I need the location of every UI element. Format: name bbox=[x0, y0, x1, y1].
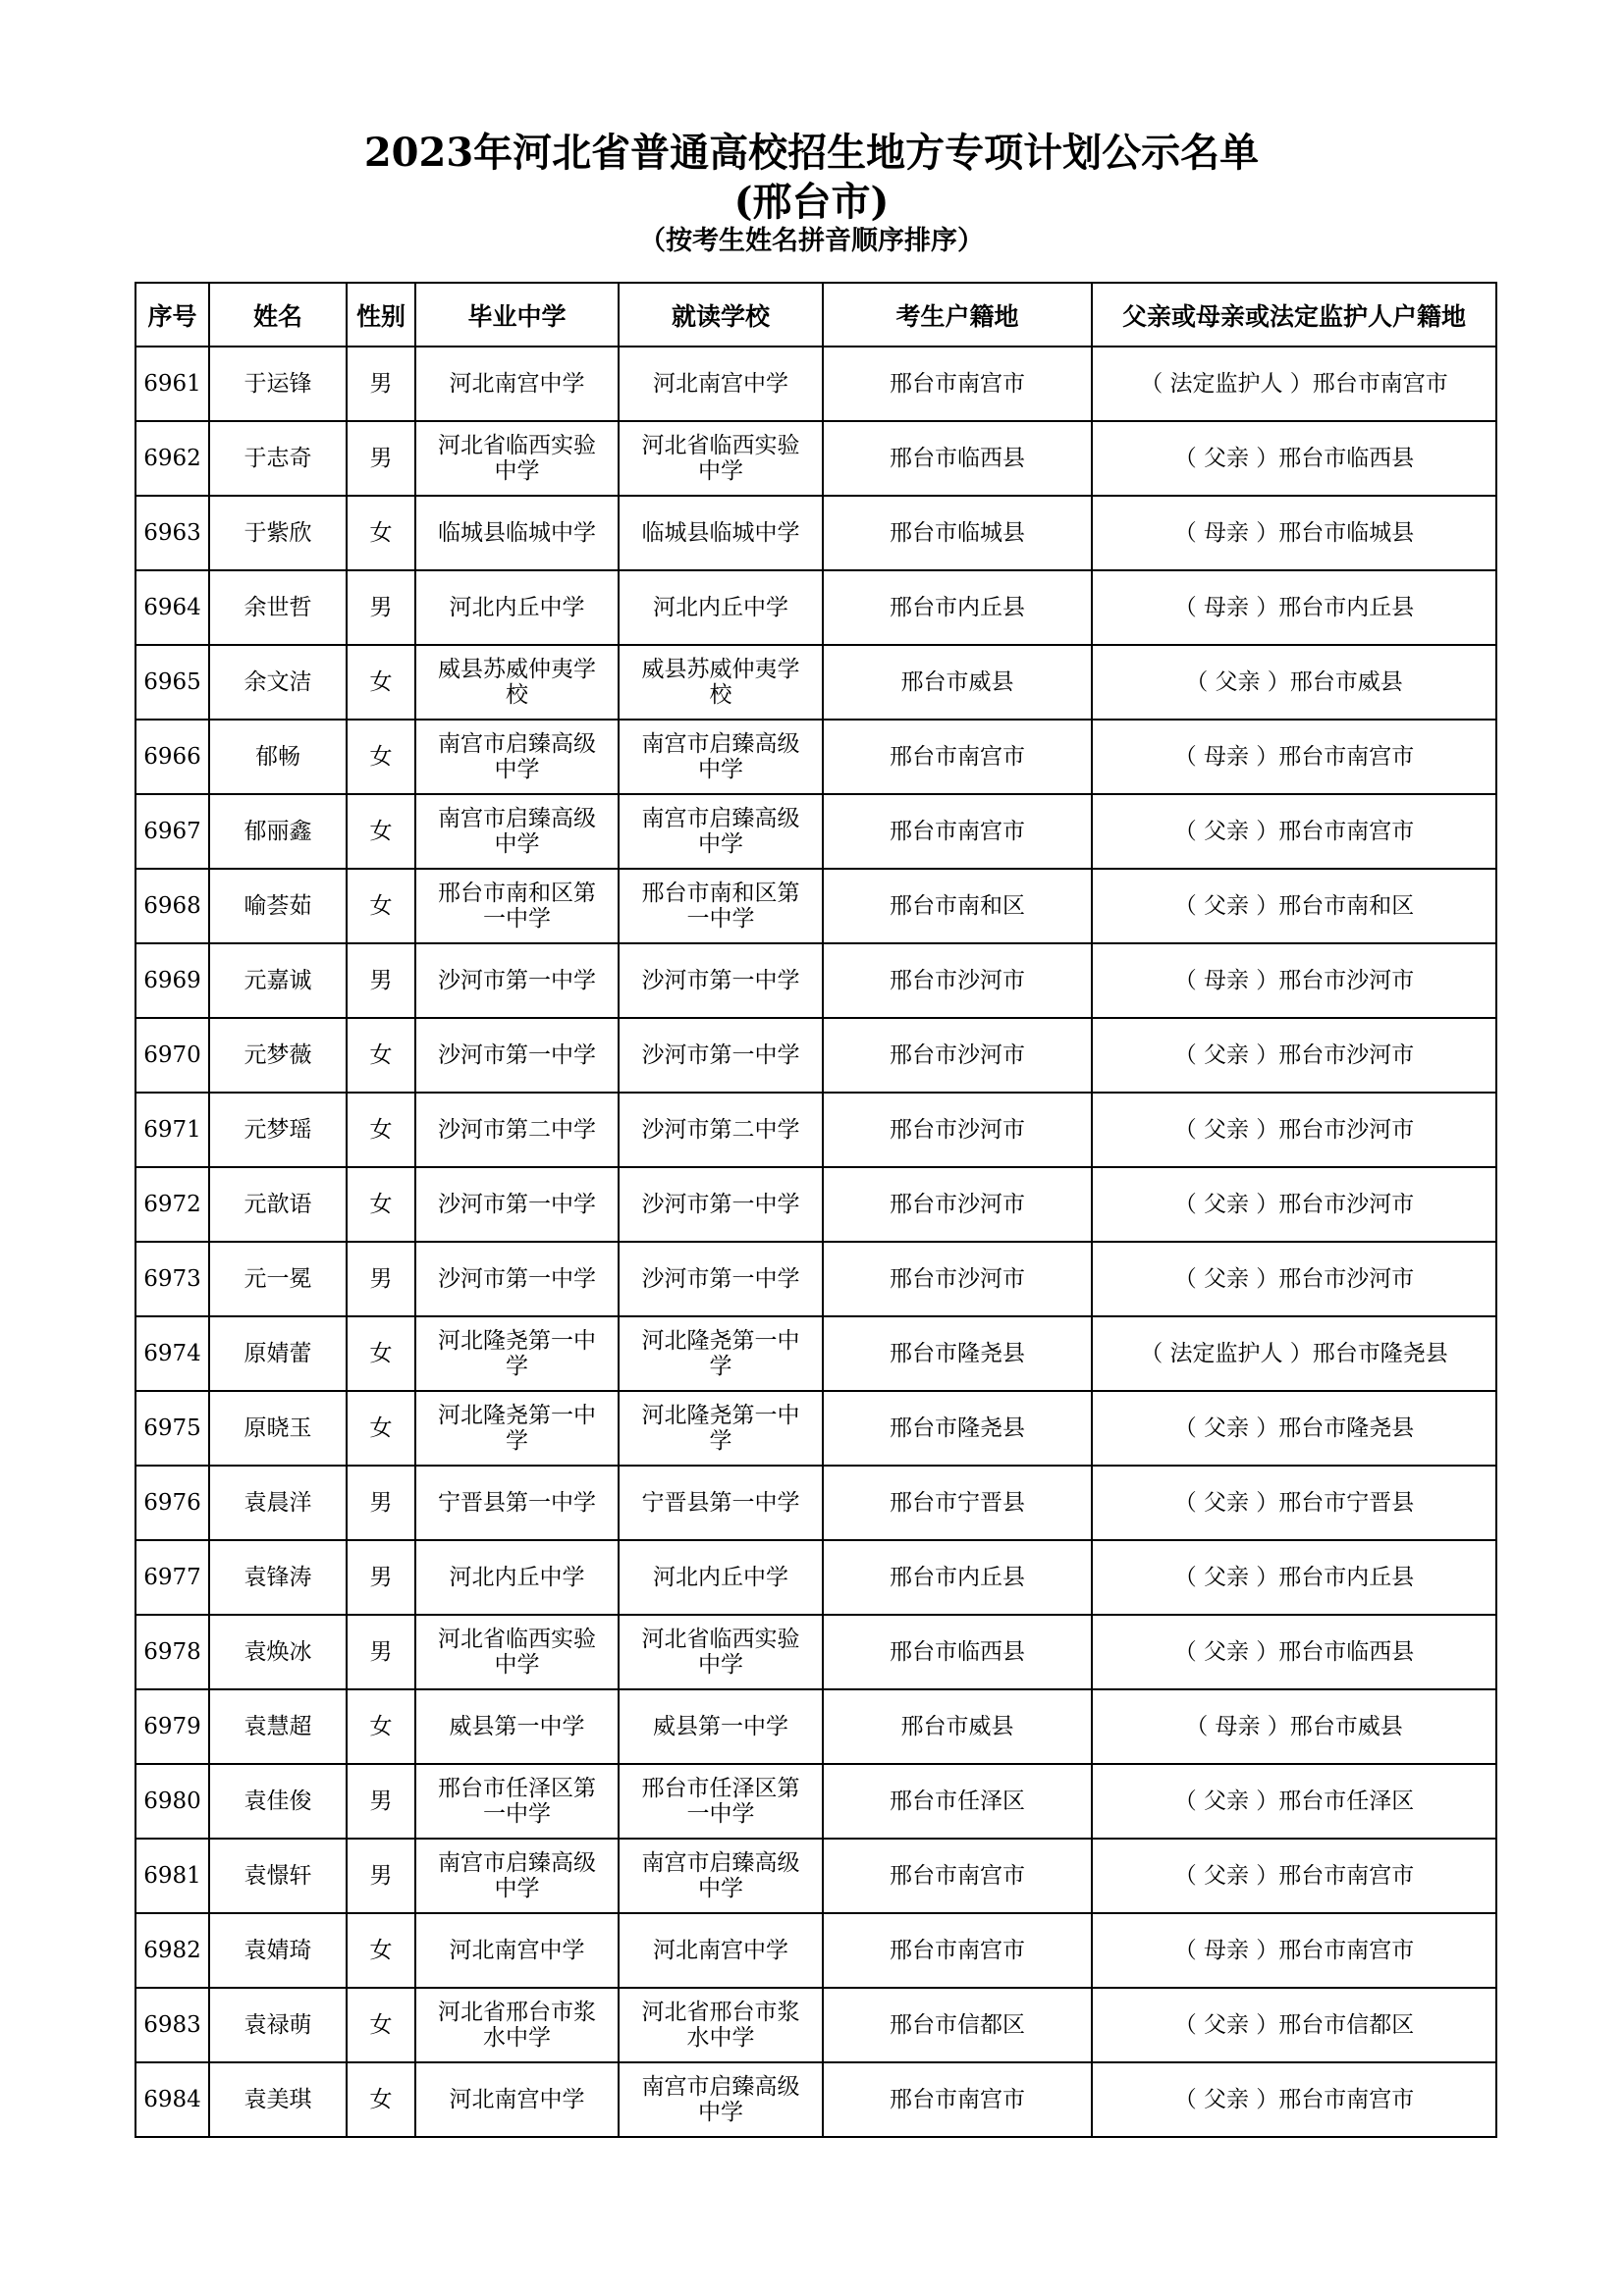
current-school-cell: 河北内丘中学 bbox=[619, 570, 823, 645]
guardian-hukou-cell: （ 父亲 ）邢台市沙河市 bbox=[1092, 1242, 1496, 1316]
serial-number-cell: 6982 bbox=[135, 1913, 209, 1988]
table-row bbox=[135, 1466, 1496, 1540]
table-row bbox=[135, 1540, 1496, 1615]
current-school-cell: 河北南宫中学 bbox=[619, 347, 823, 421]
graduation-school-cell: 邢台市任泽区第一中学 bbox=[415, 1764, 619, 1839]
current-school-cell: 威县苏威仲夷学校 bbox=[619, 645, 823, 720]
guardian-hukou-cell: （ 母亲 ）邢台市南宫市 bbox=[1092, 1913, 1496, 1988]
graduation-school-cell: 沙河市第一中学 bbox=[415, 1018, 619, 1093]
serial-number-cell: 6972 bbox=[135, 1167, 209, 1242]
gender-cell: 女 bbox=[347, 2062, 415, 2137]
student-hukou-cell: 邢台市沙河市 bbox=[823, 1093, 1092, 1167]
gender-cell: 女 bbox=[347, 720, 415, 794]
guardian-hukou-cell: （ 父亲 ）邢台市隆尧县 bbox=[1092, 1391, 1496, 1466]
guardian-hukou-cell: （ 法定监护人 ）邢台市隆尧县 bbox=[1092, 1316, 1496, 1391]
current-school-cell: 河北省邢台市浆水中学 bbox=[619, 1988, 823, 2062]
gender-cell: 男 bbox=[347, 1615, 415, 1689]
student-name-cell: 余世哲 bbox=[209, 570, 347, 645]
student-hukou-cell: 邢台市沙河市 bbox=[823, 943, 1092, 1018]
graduation-school-cell: 河北隆尧第一中学 bbox=[415, 1316, 619, 1391]
student-hukou-cell: 邢台市信都区 bbox=[823, 1988, 1092, 2062]
sort-note: （按考生姓名拼音顺序排序） bbox=[639, 226, 984, 256]
student-name-cell: 于紫欣 bbox=[209, 496, 347, 570]
student-hukou-cell: 邢台市隆尧县 bbox=[823, 1316, 1092, 1391]
guardian-hukou-cell: （ 母亲 ）邢台市南宫市 bbox=[1092, 720, 1496, 794]
serial-number-cell: 6964 bbox=[135, 570, 209, 645]
student-hukou-cell: 邢台市内丘县 bbox=[823, 1540, 1092, 1615]
gender-cell: 男 bbox=[347, 1242, 415, 1316]
header-serial-number: 序号 bbox=[135, 283, 209, 347]
serial-number-cell: 6981 bbox=[135, 1839, 209, 1913]
current-school-cell: 河北内丘中学 bbox=[619, 1540, 823, 1615]
student-hukou-cell: 邢台市沙河市 bbox=[823, 1242, 1092, 1316]
current-school-cell: 河北省临西实验中学 bbox=[619, 421, 823, 496]
header-guardian-hukou: 父亲或母亲或法定监护人户籍地 bbox=[1092, 283, 1496, 347]
table-row bbox=[135, 347, 1496, 421]
serial-number-cell: 6961 bbox=[135, 347, 209, 421]
student-name-cell: 元一冕 bbox=[209, 1242, 347, 1316]
graduation-school-cell: 沙河市第一中学 bbox=[415, 1167, 619, 1242]
table-body bbox=[135, 347, 1496, 2137]
student-name-cell: 余文洁 bbox=[209, 645, 347, 720]
guardian-hukou-cell: （ 父亲 ）邢台市南和区 bbox=[1092, 869, 1496, 943]
gender-cell: 男 bbox=[347, 570, 415, 645]
guardian-hukou-cell: （ 父亲 ）邢台市南宫市 bbox=[1092, 794, 1496, 869]
table-row bbox=[135, 1018, 1496, 1093]
guardian-hukou-cell: （ 父亲 ）邢台市内丘县 bbox=[1092, 1540, 1496, 1615]
current-school-cell: 威县第一中学 bbox=[619, 1689, 823, 1764]
gender-cell: 女 bbox=[347, 645, 415, 720]
table-header-row bbox=[135, 283, 1496, 347]
student-hukou-cell: 邢台市南宫市 bbox=[823, 1839, 1092, 1913]
guardian-hukou-cell: （ 父亲 ）邢台市临西县 bbox=[1092, 421, 1496, 496]
guardian-hukou-cell: （ 母亲 ）邢台市沙河市 bbox=[1092, 943, 1496, 1018]
serial-number-cell: 6980 bbox=[135, 1764, 209, 1839]
current-school-cell: 沙河市第一中学 bbox=[619, 1167, 823, 1242]
graduation-school-cell: 南宫市启臻高级中学 bbox=[415, 1839, 619, 1913]
gender-cell: 女 bbox=[347, 1316, 415, 1391]
student-hukou-cell: 邢台市任泽区 bbox=[823, 1764, 1092, 1839]
student-roster-table bbox=[135, 282, 1497, 2138]
graduation-school-cell: 邢台市南和区第一中学 bbox=[415, 869, 619, 943]
student-name-cell: 袁焕冰 bbox=[209, 1615, 347, 1689]
table-row bbox=[135, 645, 1496, 720]
graduation-school-cell: 沙河市第二中学 bbox=[415, 1093, 619, 1167]
header-name: 姓名 bbox=[209, 283, 347, 347]
student-name-cell: 袁佳俊 bbox=[209, 1764, 347, 1839]
student-name-cell: 于志奇 bbox=[209, 421, 347, 496]
table-row bbox=[135, 1615, 1496, 1689]
student-hukou-cell: 邢台市临西县 bbox=[823, 1615, 1092, 1689]
guardian-hukou-cell: （ 父亲 ）邢台市沙河市 bbox=[1092, 1018, 1496, 1093]
graduation-school-cell: 南宫市启臻高级中学 bbox=[415, 794, 619, 869]
table-row bbox=[135, 570, 1496, 645]
student-hukou-cell: 邢台市南宫市 bbox=[823, 1913, 1092, 1988]
student-name-cell: 元嘉诚 bbox=[209, 943, 347, 1018]
current-school-cell: 邢台市任泽区第一中学 bbox=[619, 1764, 823, 1839]
table-row bbox=[135, 869, 1496, 943]
gender-cell: 男 bbox=[347, 1764, 415, 1839]
graduation-school-cell: 威县第一中学 bbox=[415, 1689, 619, 1764]
student-hukou-cell: 邢台市隆尧县 bbox=[823, 1391, 1092, 1466]
graduation-school-cell: 河北省临西实验中学 bbox=[415, 1615, 619, 1689]
graduation-school-cell: 河北省邢台市浆水中学 bbox=[415, 1988, 619, 2062]
graduation-school-cell: 威县苏威仲夷学校 bbox=[415, 645, 619, 720]
student-hukou-cell: 邢台市南宫市 bbox=[823, 2062, 1092, 2137]
student-name-cell: 袁美琪 bbox=[209, 2062, 347, 2137]
gender-cell: 女 bbox=[347, 1988, 415, 2062]
student-hukou-cell: 邢台市临西县 bbox=[823, 421, 1092, 496]
student-name-cell: 郁畅 bbox=[209, 720, 347, 794]
student-hukou-cell: 邢台市沙河市 bbox=[823, 1018, 1092, 1093]
gender-cell: 女 bbox=[347, 869, 415, 943]
guardian-hukou-cell: （ 母亲 ）邢台市临城县 bbox=[1092, 496, 1496, 570]
student-name-cell: 袁婧琦 bbox=[209, 1913, 347, 1988]
student-name-cell: 原晓玉 bbox=[209, 1391, 347, 1466]
gender-cell: 男 bbox=[347, 1540, 415, 1615]
graduation-school-cell: 临城县临城中学 bbox=[415, 496, 619, 570]
current-school-cell: 河北省临西实验中学 bbox=[619, 1615, 823, 1689]
student-name-cell: 元歆语 bbox=[209, 1167, 347, 1242]
student-name-cell: 袁禄萌 bbox=[209, 1988, 347, 2062]
graduation-school-cell: 河北南宫中学 bbox=[415, 347, 619, 421]
gender-cell: 男 bbox=[347, 943, 415, 1018]
header-graduation-school: 毕业中学 bbox=[415, 283, 619, 347]
gender-cell: 男 bbox=[347, 1466, 415, 1540]
current-school-cell: 南宫市启臻高级中学 bbox=[619, 720, 823, 794]
current-school-cell: 河北南宫中学 bbox=[619, 1913, 823, 1988]
graduation-school-cell: 河北内丘中学 bbox=[415, 1540, 619, 1615]
table-row bbox=[135, 1689, 1496, 1764]
gender-cell: 女 bbox=[347, 1391, 415, 1466]
graduation-school-cell: 沙河市第一中学 bbox=[415, 943, 619, 1018]
graduation-school-cell: 河北南宫中学 bbox=[415, 1913, 619, 1988]
guardian-hukou-cell: （ 父亲 ）邢台市信都区 bbox=[1092, 1988, 1496, 2062]
current-school-cell: 邢台市南和区第一中学 bbox=[619, 869, 823, 943]
gender-cell: 女 bbox=[347, 1167, 415, 1242]
graduation-school-cell: 河北内丘中学 bbox=[415, 570, 619, 645]
table-row bbox=[135, 1913, 1496, 1988]
student-hukou-cell: 邢台市沙河市 bbox=[823, 1167, 1092, 1242]
gender-cell: 女 bbox=[347, 794, 415, 869]
student-hukou-cell: 邢台市南和区 bbox=[823, 869, 1092, 943]
student-name-cell: 袁锋涛 bbox=[209, 1540, 347, 1615]
serial-number-cell: 6967 bbox=[135, 794, 209, 869]
student-name-cell: 喻荟茹 bbox=[209, 869, 347, 943]
gender-cell: 女 bbox=[347, 1689, 415, 1764]
serial-number-cell: 6975 bbox=[135, 1391, 209, 1466]
guardian-hukou-cell: （ 父亲 ）邢台市南宫市 bbox=[1092, 2062, 1496, 2137]
serial-number-cell: 6973 bbox=[135, 1242, 209, 1316]
current-school-cell: 沙河市第一中学 bbox=[619, 1018, 823, 1093]
student-hukou-cell: 邢台市内丘县 bbox=[823, 570, 1092, 645]
table-row bbox=[135, 720, 1496, 794]
current-school-cell: 临城县临城中学 bbox=[619, 496, 823, 570]
graduation-school-cell: 沙河市第一中学 bbox=[415, 1242, 619, 1316]
student-hukou-cell: 邢台市宁晋县 bbox=[823, 1466, 1092, 1540]
current-school-cell: 南宫市启臻高级中学 bbox=[619, 794, 823, 869]
student-hukou-cell: 邢台市南宫市 bbox=[823, 347, 1092, 421]
guardian-hukou-cell: （ 法定监护人 ）邢台市南宫市 bbox=[1092, 347, 1496, 421]
graduation-school-cell: 河北隆尧第一中学 bbox=[415, 1391, 619, 1466]
student-name-cell: 郁丽鑫 bbox=[209, 794, 347, 869]
current-school-cell: 河北隆尧第一中学 bbox=[619, 1391, 823, 1466]
student-name-cell: 袁慧超 bbox=[209, 1689, 347, 1764]
table-row bbox=[135, 1839, 1496, 1913]
guardian-hukou-cell: （ 母亲 ）邢台市威县 bbox=[1092, 1689, 1496, 1764]
serial-number-cell: 6977 bbox=[135, 1540, 209, 1615]
guardian-hukou-cell: （ 父亲 ）邢台市南宫市 bbox=[1092, 1839, 1496, 1913]
guardian-hukou-cell: （ 父亲 ）邢台市沙河市 bbox=[1092, 1093, 1496, 1167]
table-row bbox=[135, 1988, 1496, 2062]
student-hukou-cell: 邢台市威县 bbox=[823, 645, 1092, 720]
table-row bbox=[135, 1316, 1496, 1391]
gender-cell: 男 bbox=[347, 347, 415, 421]
serial-number-cell: 6984 bbox=[135, 2062, 209, 2137]
student-hukou-cell: 邢台市南宫市 bbox=[823, 720, 1092, 794]
serial-number-cell: 6970 bbox=[135, 1018, 209, 1093]
current-school-cell: 沙河市第一中学 bbox=[619, 943, 823, 1018]
student-hukou-cell: 邢台市南宫市 bbox=[823, 794, 1092, 869]
gender-cell: 女 bbox=[347, 1018, 415, 1093]
guardian-hukou-cell: （ 父亲 ）邢台市沙河市 bbox=[1092, 1167, 1496, 1242]
page-title: 2023年河北省普通高校招生地方专项计划公示名单 bbox=[363, 130, 1260, 176]
graduation-school-cell: 南宫市启臻高级中学 bbox=[415, 720, 619, 794]
graduation-school-cell: 河北省临西实验中学 bbox=[415, 421, 619, 496]
table-row bbox=[135, 794, 1496, 869]
student-name-cell: 袁晨洋 bbox=[209, 1466, 347, 1540]
guardian-hukou-cell: （ 母亲 ）邢台市内丘县 bbox=[1092, 570, 1496, 645]
gender-cell: 女 bbox=[347, 1913, 415, 1988]
student-name-cell: 元梦瑶 bbox=[209, 1093, 347, 1167]
table-row bbox=[135, 1093, 1496, 1167]
student-hukou-cell: 邢台市临城县 bbox=[823, 496, 1092, 570]
serial-number-cell: 6965 bbox=[135, 645, 209, 720]
guardian-hukou-cell: （ 父亲 ）邢台市宁晋县 bbox=[1092, 1466, 1496, 1540]
student-hukou-cell: 邢台市威县 bbox=[823, 1689, 1092, 1764]
table-row bbox=[135, 1167, 1496, 1242]
serial-number-cell: 6971 bbox=[135, 1093, 209, 1167]
header-student-hukou: 考生户籍地 bbox=[823, 283, 1092, 347]
current-school-cell: 南宫市启臻高级中学 bbox=[619, 1839, 823, 1913]
table-row bbox=[135, 2062, 1496, 2137]
student-name-cell: 元梦薇 bbox=[209, 1018, 347, 1093]
page-subtitle: (邢台市) bbox=[733, 179, 890, 225]
gender-cell: 女 bbox=[347, 496, 415, 570]
current-school-cell: 沙河市第一中学 bbox=[619, 1242, 823, 1316]
current-school-cell: 河北隆尧第一中学 bbox=[619, 1316, 823, 1391]
serial-number-cell: 6979 bbox=[135, 1689, 209, 1764]
serial-number-cell: 6966 bbox=[135, 720, 209, 794]
serial-number-cell: 6963 bbox=[135, 496, 209, 570]
current-school-cell: 沙河市第二中学 bbox=[619, 1093, 823, 1167]
table-row bbox=[135, 1391, 1496, 1466]
gender-cell: 男 bbox=[347, 421, 415, 496]
current-school-cell: 南宫市启臻高级中学 bbox=[619, 2062, 823, 2137]
serial-number-cell: 6962 bbox=[135, 421, 209, 496]
table-row bbox=[135, 1242, 1496, 1316]
student-name-cell: 原婧蕾 bbox=[209, 1316, 347, 1391]
serial-number-cell: 6978 bbox=[135, 1615, 209, 1689]
student-name-cell: 袁憬轩 bbox=[209, 1839, 347, 1913]
header-gender: 性别 bbox=[347, 283, 415, 347]
serial-number-cell: 6974 bbox=[135, 1316, 209, 1391]
gender-cell: 男 bbox=[347, 1839, 415, 1913]
serial-number-cell: 6968 bbox=[135, 869, 209, 943]
guardian-hukou-cell: （ 父亲 ）邢台市任泽区 bbox=[1092, 1764, 1496, 1839]
guardian-hukou-cell: （ 父亲 ）邢台市威县 bbox=[1092, 645, 1496, 720]
serial-number-cell: 6983 bbox=[135, 1988, 209, 2062]
graduation-school-cell: 宁晋县第一中学 bbox=[415, 1466, 619, 1540]
graduation-school-cell: 河北南宫中学 bbox=[415, 2062, 619, 2137]
table-row bbox=[135, 1764, 1496, 1839]
serial-number-cell: 6976 bbox=[135, 1466, 209, 1540]
header-current-school: 就读学校 bbox=[619, 283, 823, 347]
table-row bbox=[135, 496, 1496, 570]
guardian-hukou-cell: （ 父亲 ）邢台市临西县 bbox=[1092, 1615, 1496, 1689]
gender-cell: 女 bbox=[347, 1093, 415, 1167]
table-row bbox=[135, 943, 1496, 1018]
current-school-cell: 宁晋县第一中学 bbox=[619, 1466, 823, 1540]
table-row bbox=[135, 421, 1496, 496]
student-name-cell: 于运锋 bbox=[209, 347, 347, 421]
serial-number-cell: 6969 bbox=[135, 943, 209, 1018]
